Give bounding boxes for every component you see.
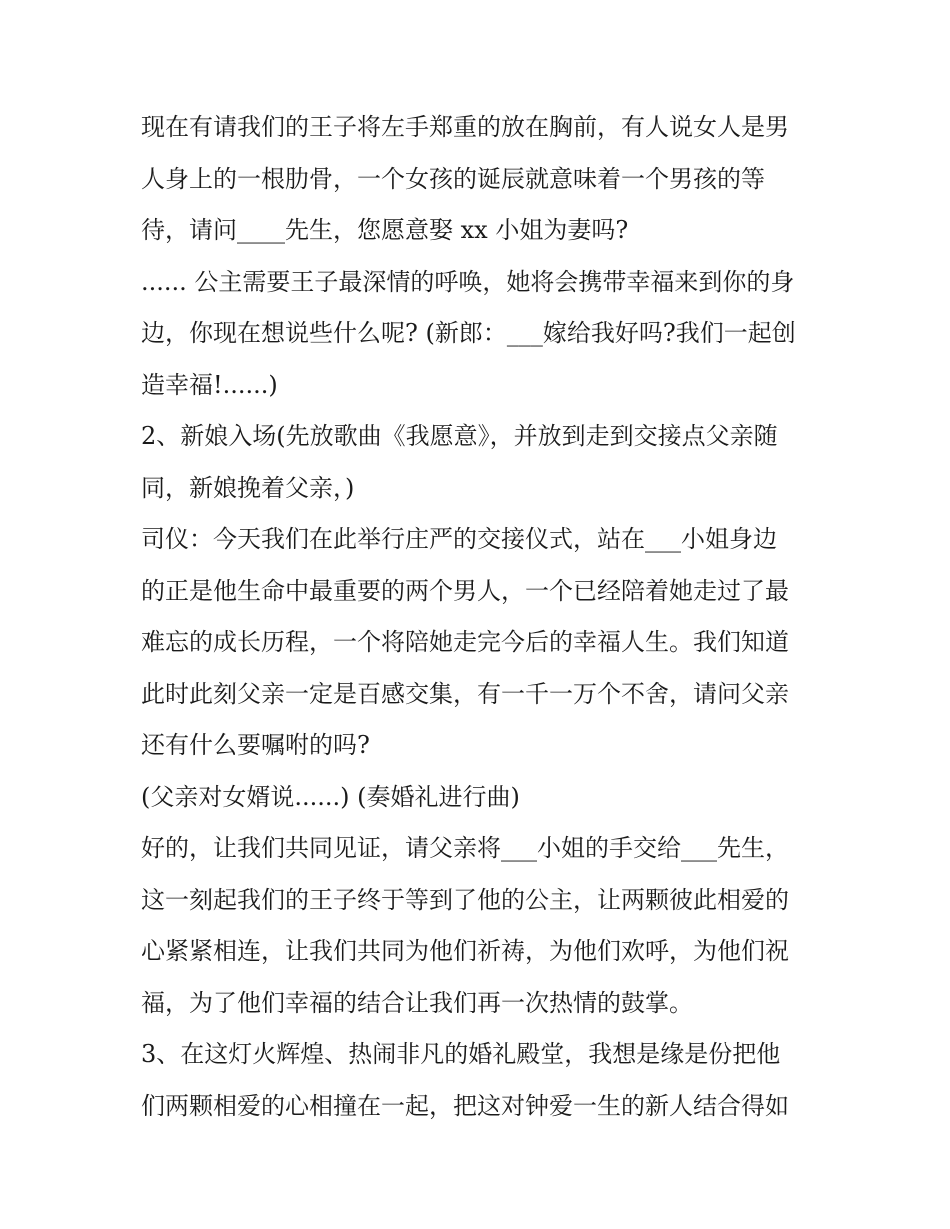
text-line-6: 造幸福!......)	[141, 370, 278, 399]
text-line-2: 人身上的一根肋骨，一个女孩的诞辰就意味着一个男孩的等	[141, 164, 765, 193]
text-line-11: 难忘的成长历程，一个将陪她走完今后的幸福人生。我们知道	[141, 628, 789, 656]
text-line-8: 同，新娘挽着父亲，)	[141, 473, 355, 502]
text-line-13: 还有什么要嘱咐的吗?	[141, 731, 370, 759]
text-line-4: ...... 公主需要王子最深情的呼唤，她将会携带幸福来到你的身	[141, 267, 795, 296]
text-line-16: 这一刻起我们的王子终于等到了他的公主，让两颗彼此相爱的	[141, 885, 789, 914]
text-line-3: 待，请问____先生，您愿意娶 xx 小姐为妻吗?	[141, 216, 629, 244]
text-line-7: 2、新娘入场(先放歌曲《我愿意》，并放到走到交接点父亲随	[141, 422, 778, 450]
document-body	[141, 102, 813, 1132]
text-line-9: 司仪：今天我们在此举行庄严的交接仪式，站在___小姐身边	[141, 525, 777, 553]
text-line-17: 心紧紧相连，让我们共同为他们祈祷，为他们欢呼，为他们祝	[141, 937, 789, 965]
text-line-1: 现在有请我们的王子将左手郑重的放在胸前，有人说女人是男	[141, 113, 789, 141]
text-line-14: (父亲对女婿说......) (奏婚礼进行曲)	[141, 782, 520, 811]
text-line-5: 边，你现在想说些什么呢? (新郎：___嫁给我好吗?我们一起创	[141, 319, 796, 347]
text-line-15: 好的，让我们共同见证，请父亲将___小姐的手交给___先生，	[141, 834, 789, 862]
text-line-20: 们两颗相爱的心相撞在一起，把这对钟爱一生的新人结合得如	[141, 1091, 789, 1120]
text-line-19: 3、在这灯火辉煌、热闹非凡的婚礼殿堂，我想是缘是份把他	[141, 1040, 781, 1068]
text-line-18: 福，为了他们幸福的结合让我们再一次热情的鼓掌。	[141, 988, 693, 1017]
text-line-12: 此时此刻父亲一定是百感交集，有一千一万个不舍，请问父亲	[141, 679, 789, 708]
text-line-10: 的正是他生命中最重要的两个男人，一个已经陪着她走过了最	[141, 576, 789, 605]
